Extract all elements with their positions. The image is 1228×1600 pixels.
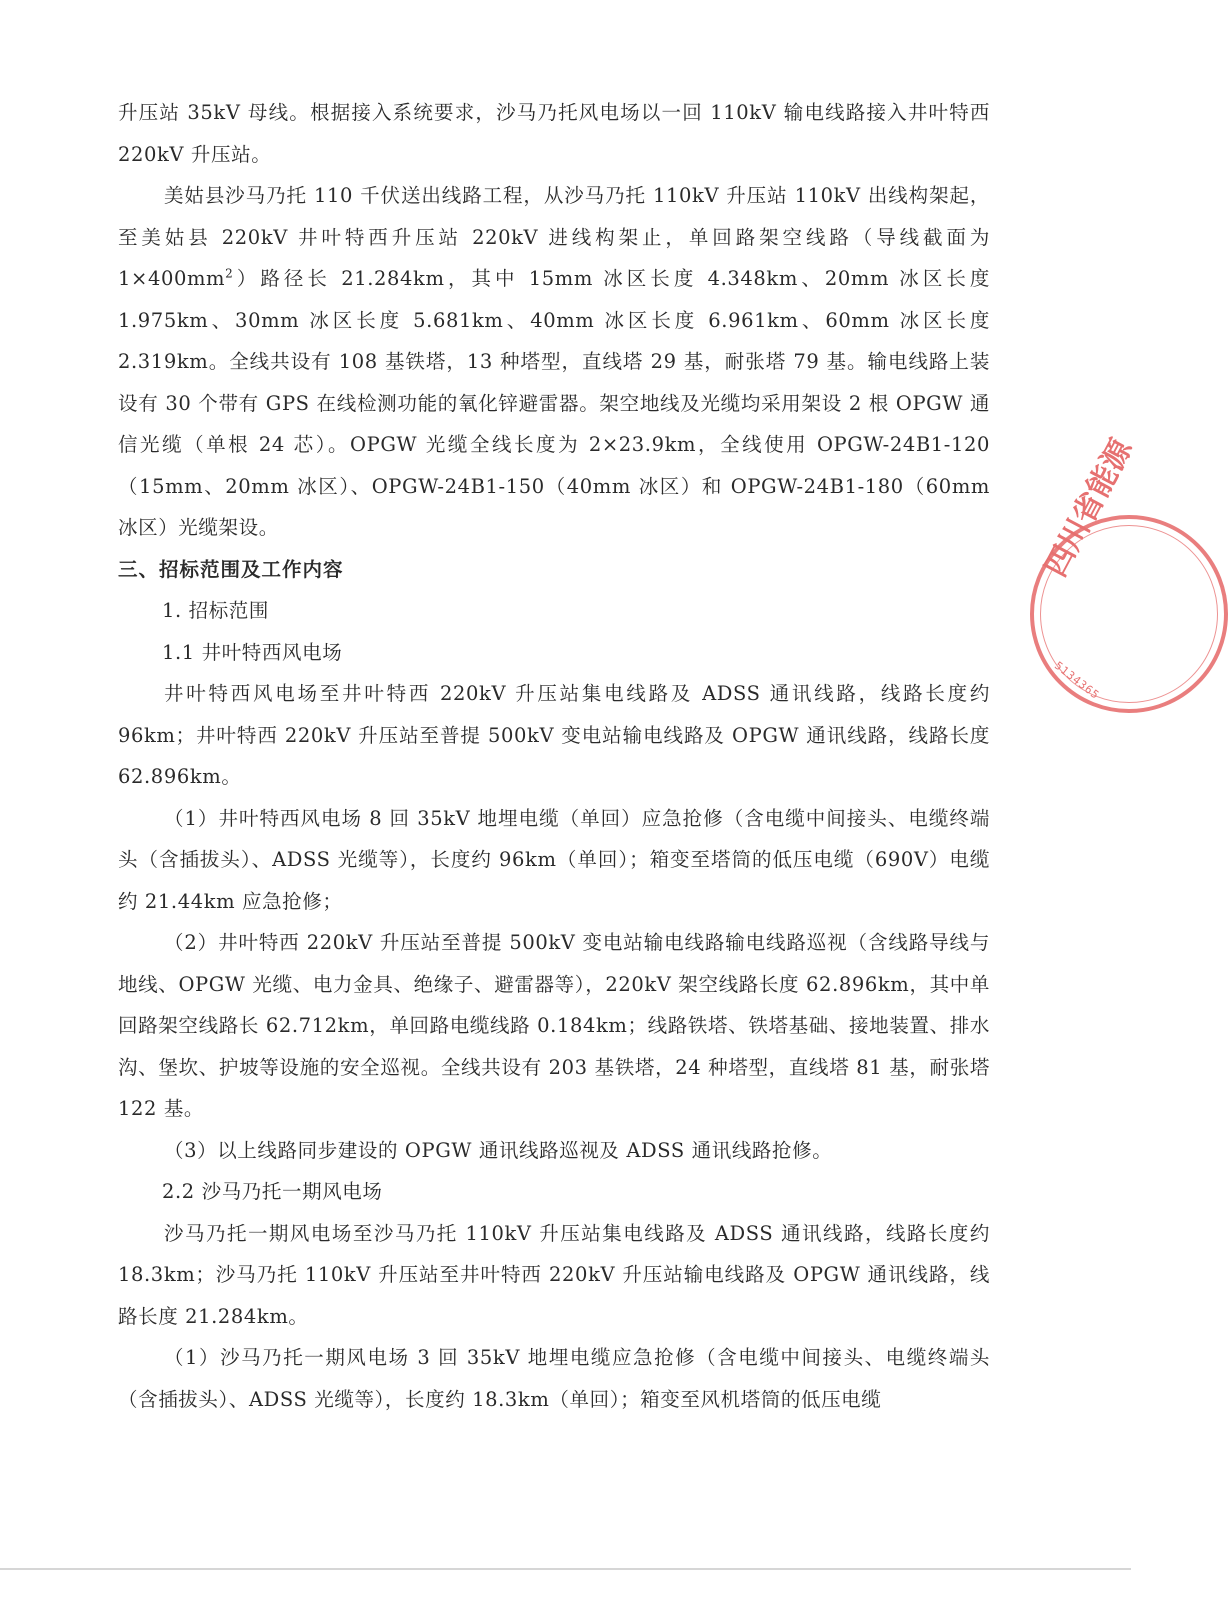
stamp-code: 5134365 (1051, 659, 1103, 703)
paragraph-item-2: （2）井叶特西 220kV 升压站至普提 500kV 变电站输电线路输电线路巡视（含线路导线与地线、OPGW 光缆、电力金具、绝缘子、避雷器等），220kV 架空线路长度 62.896km，其中单回路架空线路长 62.712km，单回路电缆线路 0.184km；线路铁塔、铁塔基础、接地装置、排水沟、堡坎、护坡等设施的安全巡视。全线共设有 203 基铁塔，24 种塔型，直线塔 81 基，耐张塔 122 基。 (118, 931, 990, 1120)
paragraph-item-3: （3）以上线路同步建设的 OPGW 通讯线路巡视及 ADSS 通讯线路抢修。 (164, 1138, 833, 1162)
superscript: 2 (225, 266, 234, 281)
paragraph-jingyetexi-overview: 井叶特西风电场至井叶特西 220kV 升压站集电线路及 ADSS 通讯线路，线路长度约 96km；井叶特西 220kV 升压站至普提 500kV 变电站输电线路及 OPGW 通讯线路，线路长度 62.896km。 (118, 682, 990, 788)
subheading-shamanaituo: 2.2 沙马乃托一期风电场 (162, 1180, 383, 1203)
paragraph-text: 美姑县沙马乃托 110 千伏送出线路工程，从沙马乃托 110kV 升压站 110kV 出线构架起，至美姑县 220kV 井叶特西升压站 220kV 进线构架止，单回路架空线路（导线截面为 1×400mm (118, 184, 990, 290)
stamp-text: 四川省能源 (1038, 433, 1140, 583)
subheading-scope: 1. 招标范围 (162, 599, 270, 622)
paragraph-continuation: 升压站 35kV 母线。根据接入系统要求，沙马乃托风电场以一回 110kV 输电线路接入井叶特西 220kV 升压站。 (118, 101, 990, 166)
scan-edge-line (0, 1568, 1131, 1570)
paragraph-shamanaituo-overview: 沙马乃托一期风电场至沙马乃托 110kV 升压站集电线路及 ADSS 通讯线路，线路长度约 18.3km；沙马乃托 110kV 升压站至井叶特西 220kV 升压站输电线路及 OPGW 通讯线路，线路长度 21.284km。 (118, 1221, 990, 1328)
section-heading: 三、招标范围及工作内容 (118, 557, 344, 581)
paragraph-line-project (118, 175, 990, 549)
paragraph-item-1: （1）井叶特西风电场 8 回 35kV 地埋电缆（单回）应急抢修（含电缆中间接头、电缆终端头（含插拔头）、ADSS 光缆等），长度约 96km（单回）；箱变至塔筒的低压电缆（690V）电缆约 21.44km 应急抢修； (118, 806, 990, 913)
paragraph-text: ）路径长 21.284km，其中 15mm 冰区长度 4.348km、20mm 冰区长度 1.975km、30mm 冰区长度 5.681km、40mm 冰区长度 6.961km、60mm 冰区长度 2.319km。全线共设有 108 基铁塔，13 种塔型，直线塔 29 基，耐张塔 79 基。输电线路上装设有 30 个带有 GPS 在线检测功能的氧化锌避雷器。架空地线及光缆均采用架设 2 根 OPGW 通信光缆（单根 24 芯）。OPGW 光缆全线长度为 2×23.9km，全线使用 OPGW-24B1-120（15mm、20mm 冰区）、OPGW-24B1-150（40mm 冰区）和 OPGW-24B1-180（60mm 冰区）光缆架设。 (118, 267, 990, 539)
red-seal-stamp (1030, 433, 1228, 713)
document-body (118, 92, 990, 1420)
paragraph-shamanaituo-item-1: （1）沙马乃托一期风电场 3 回 35kV 地埋电缆应急抢修（含电缆中间接头、电缆终端头（含插拔头）、ADSS 光缆等），长度约 18.3km（单回）；箱变至风机塔筒的低压电缆 (118, 1346, 990, 1411)
subheading-jingyetexi: 1.1 井叶特西风电场 (162, 640, 343, 664)
